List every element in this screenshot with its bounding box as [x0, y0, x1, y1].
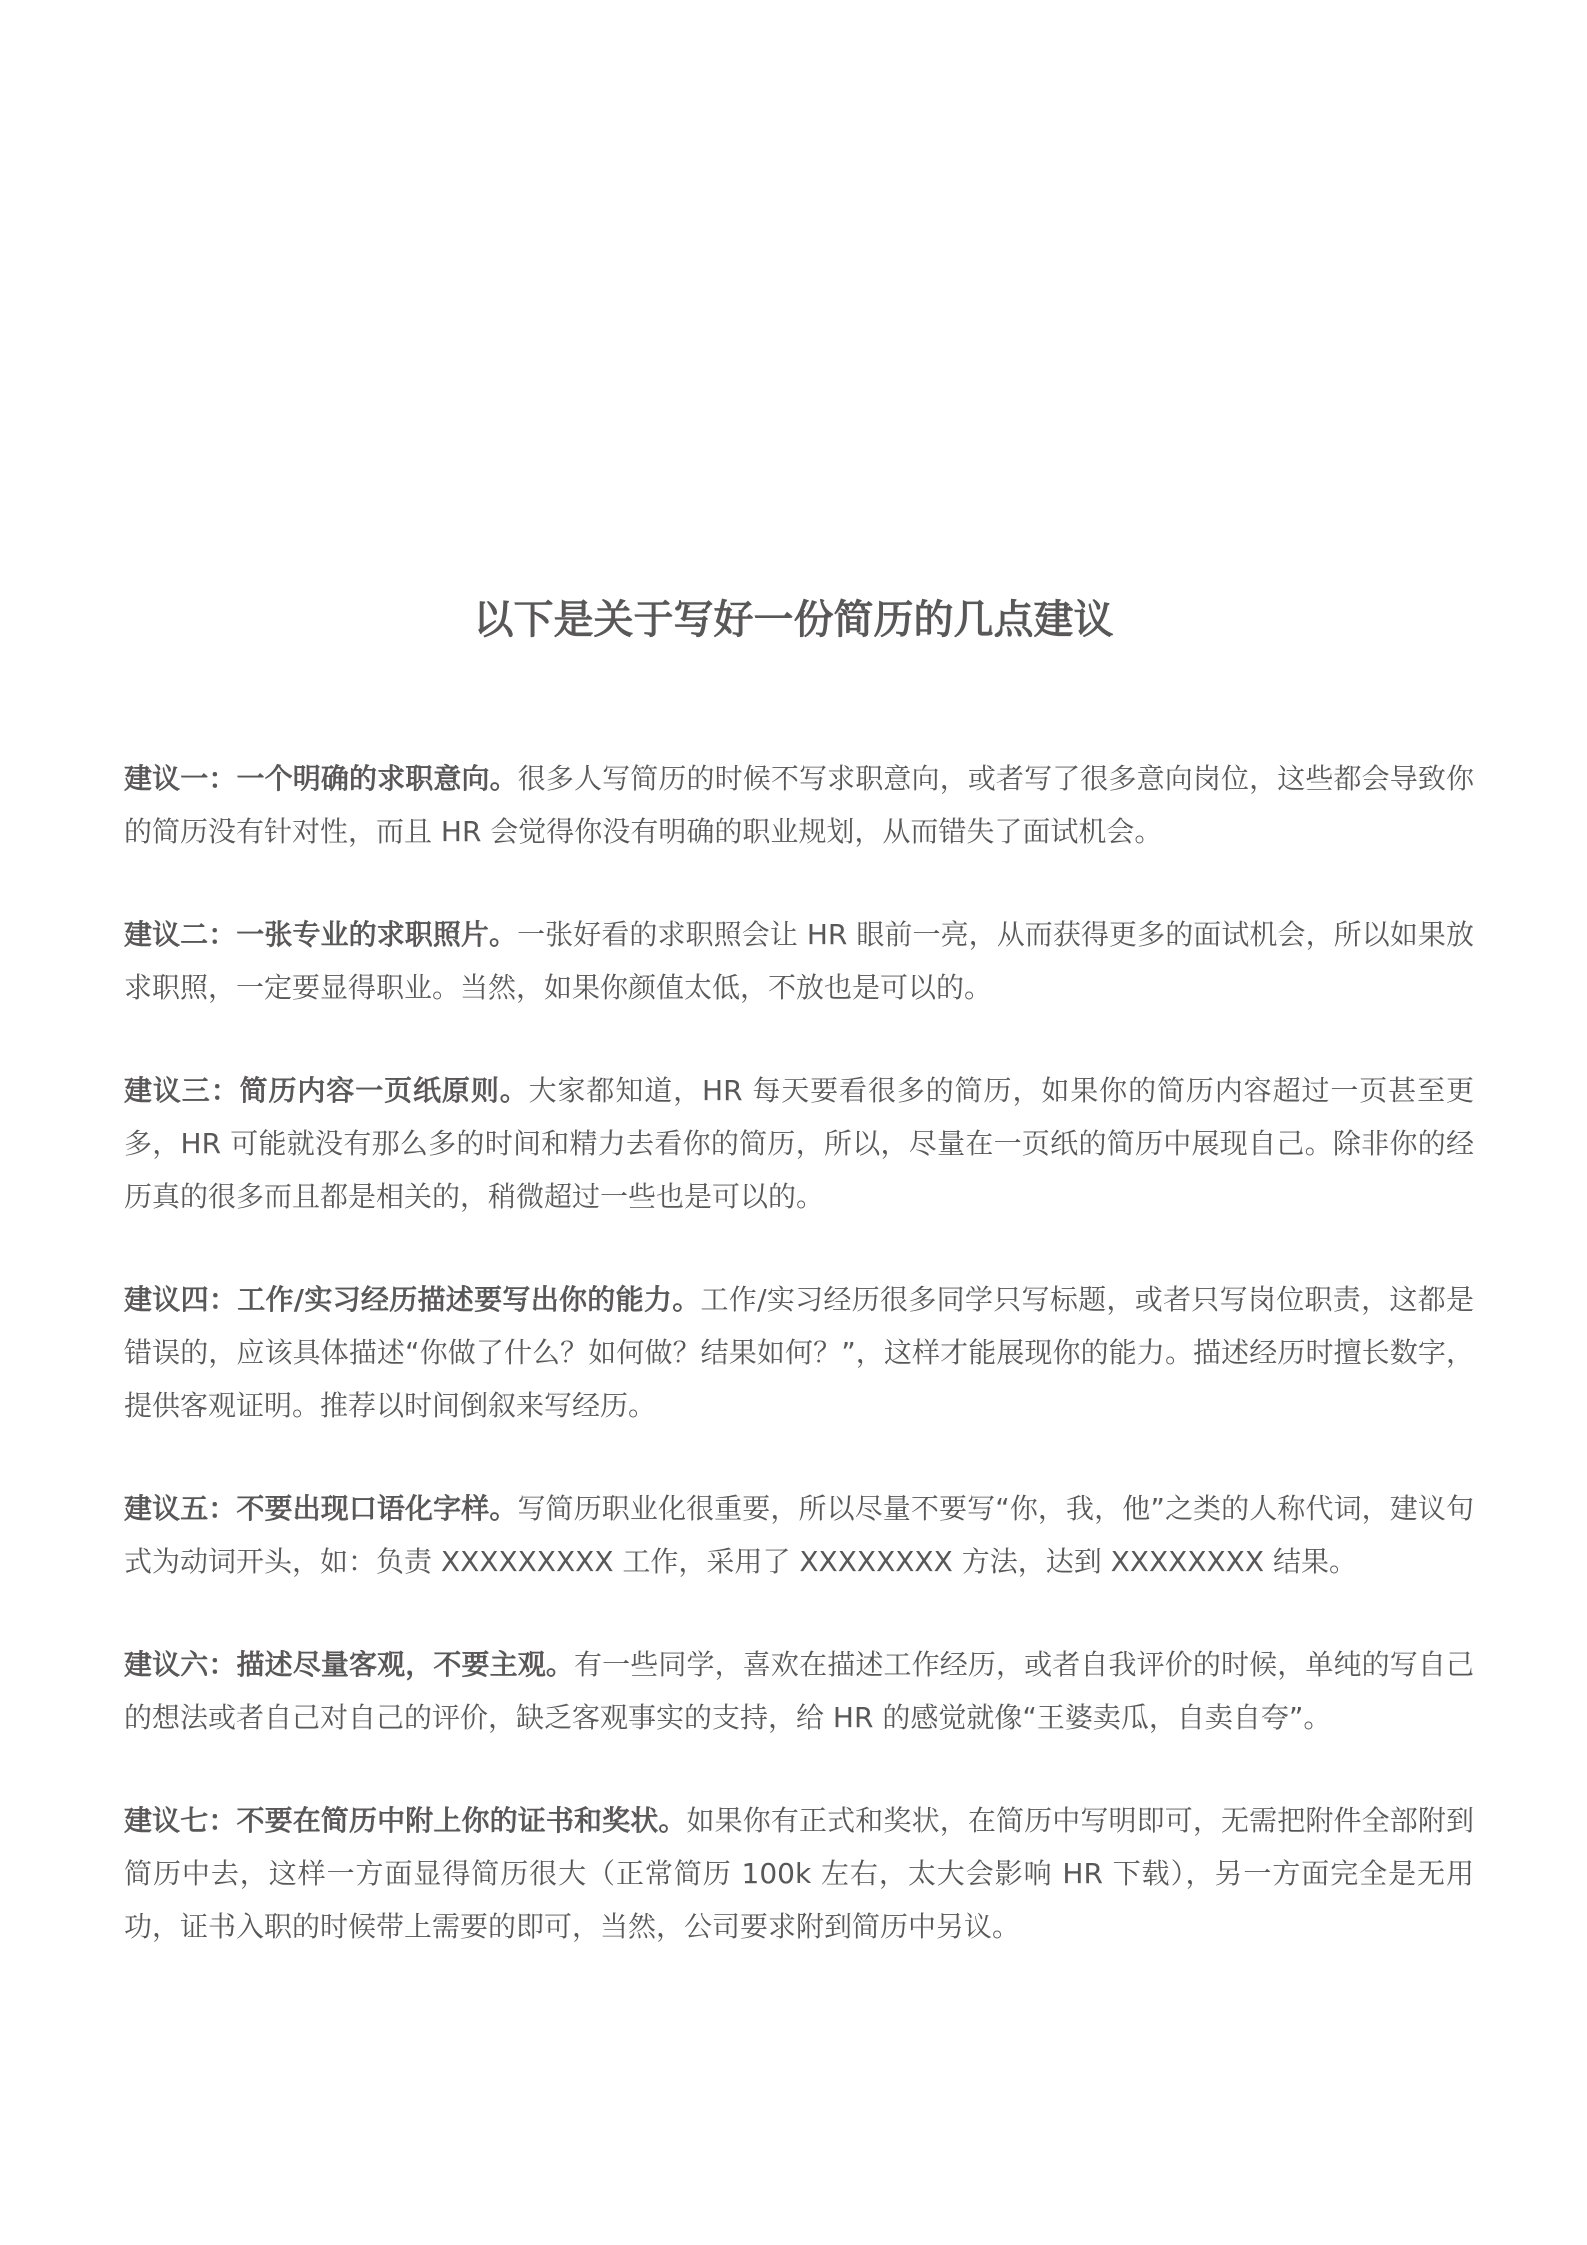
tip-body: 大家都知道，HR 每天要看很多的简历，如果你的简历内容超过一页甚至更多，HR 可能就没有那么多的时间和精力去看你的简历，所以，尽量在一页纸的简历中展现自己。除非你的经历真的很多而且都是相关的，稍微超过一些也是可以的。	[124, 1074, 1474, 1213]
tip-body: 很多人写简历的时候不写求职意向，或者写了很多意向岗位，这些都会导致你的简历没有针对性，而且 HR 会觉得你没有明确的职业规划，从而错失了面试机会。	[124, 762, 1474, 848]
tip-body: 工作/实习经历很多同学只写标题，或者只写岗位职责，这都是错误的，应该具体描述“你做了什么？如何做？结果如何？”，这样才能展现你的能力。描述经历时擅长数字，提供客观证明。推荐以时间倒叙来写经历。	[124, 1283, 1474, 1422]
tip-5	[124, 1482, 1474, 1588]
tip-heading: 建议三：简历内容一页纸原则。	[124, 1074, 529, 1107]
tip-3	[124, 1064, 1474, 1223]
tip-heading: 建议一：一个明确的求职意向。	[124, 762, 518, 795]
tips-list	[124, 752, 1474, 2003]
tip-body: 一张好看的求职照会让 HR 眼前一亮，从而获得更多的面试机会，所以如果放求职照，一定要显得职业。当然，如果你颜值太低，不放也是可以的。	[124, 918, 1474, 1004]
tip-heading: 建议五：不要出现口语化字样。	[124, 1492, 518, 1525]
tip-body: 如果你有正式和奖状，在简历中写明即可，无需把附件全部附到简历中去，这样一方面显得简历很大（正常简历 100k 左右，太大会影响 HR 下载），另一方面完全是无用功，证书入职的时候带上需要的即可，当然，公司要求附到简历中另议。	[124, 1804, 1474, 1943]
tip-7	[124, 1794, 1474, 1953]
tip-body: 写简历职业化很重要，所以尽量不要写“你，我，他”之类的人称代词，建议句式为动词开头，如：负责 XXXXXXXXX 工作，采用了 XXXXXXXX 方法，达到 XXXXXXXX 结果。	[124, 1492, 1474, 1578]
tip-heading: 建议四：工作/实习经历描述要写出你的能力。	[124, 1283, 701, 1316]
tip-heading: 建议六：描述尽量客观，不要主观。	[124, 1648, 575, 1681]
page-title: 以下是关于写好一份简历的几点建议	[473, 597, 1114, 643]
tip-2	[124, 908, 1474, 1014]
tip-4	[124, 1273, 1474, 1432]
tip-1	[124, 752, 1474, 858]
tip-body: 有一些同学，喜欢在描述工作经历，或者自我评价的时候，单纯的写自己的想法或者自己对自己的评价，缺乏客观事实的支持，给 HR 的感觉就像“王婆卖瓜，自卖自夸”。	[124, 1648, 1474, 1734]
tip-6	[124, 1638, 1474, 1744]
tip-heading: 建议二：一张专业的求职照片。	[124, 918, 518, 951]
tip-heading: 建议七：不要在简历中附上你的证书和奖状。	[124, 1804, 687, 1837]
